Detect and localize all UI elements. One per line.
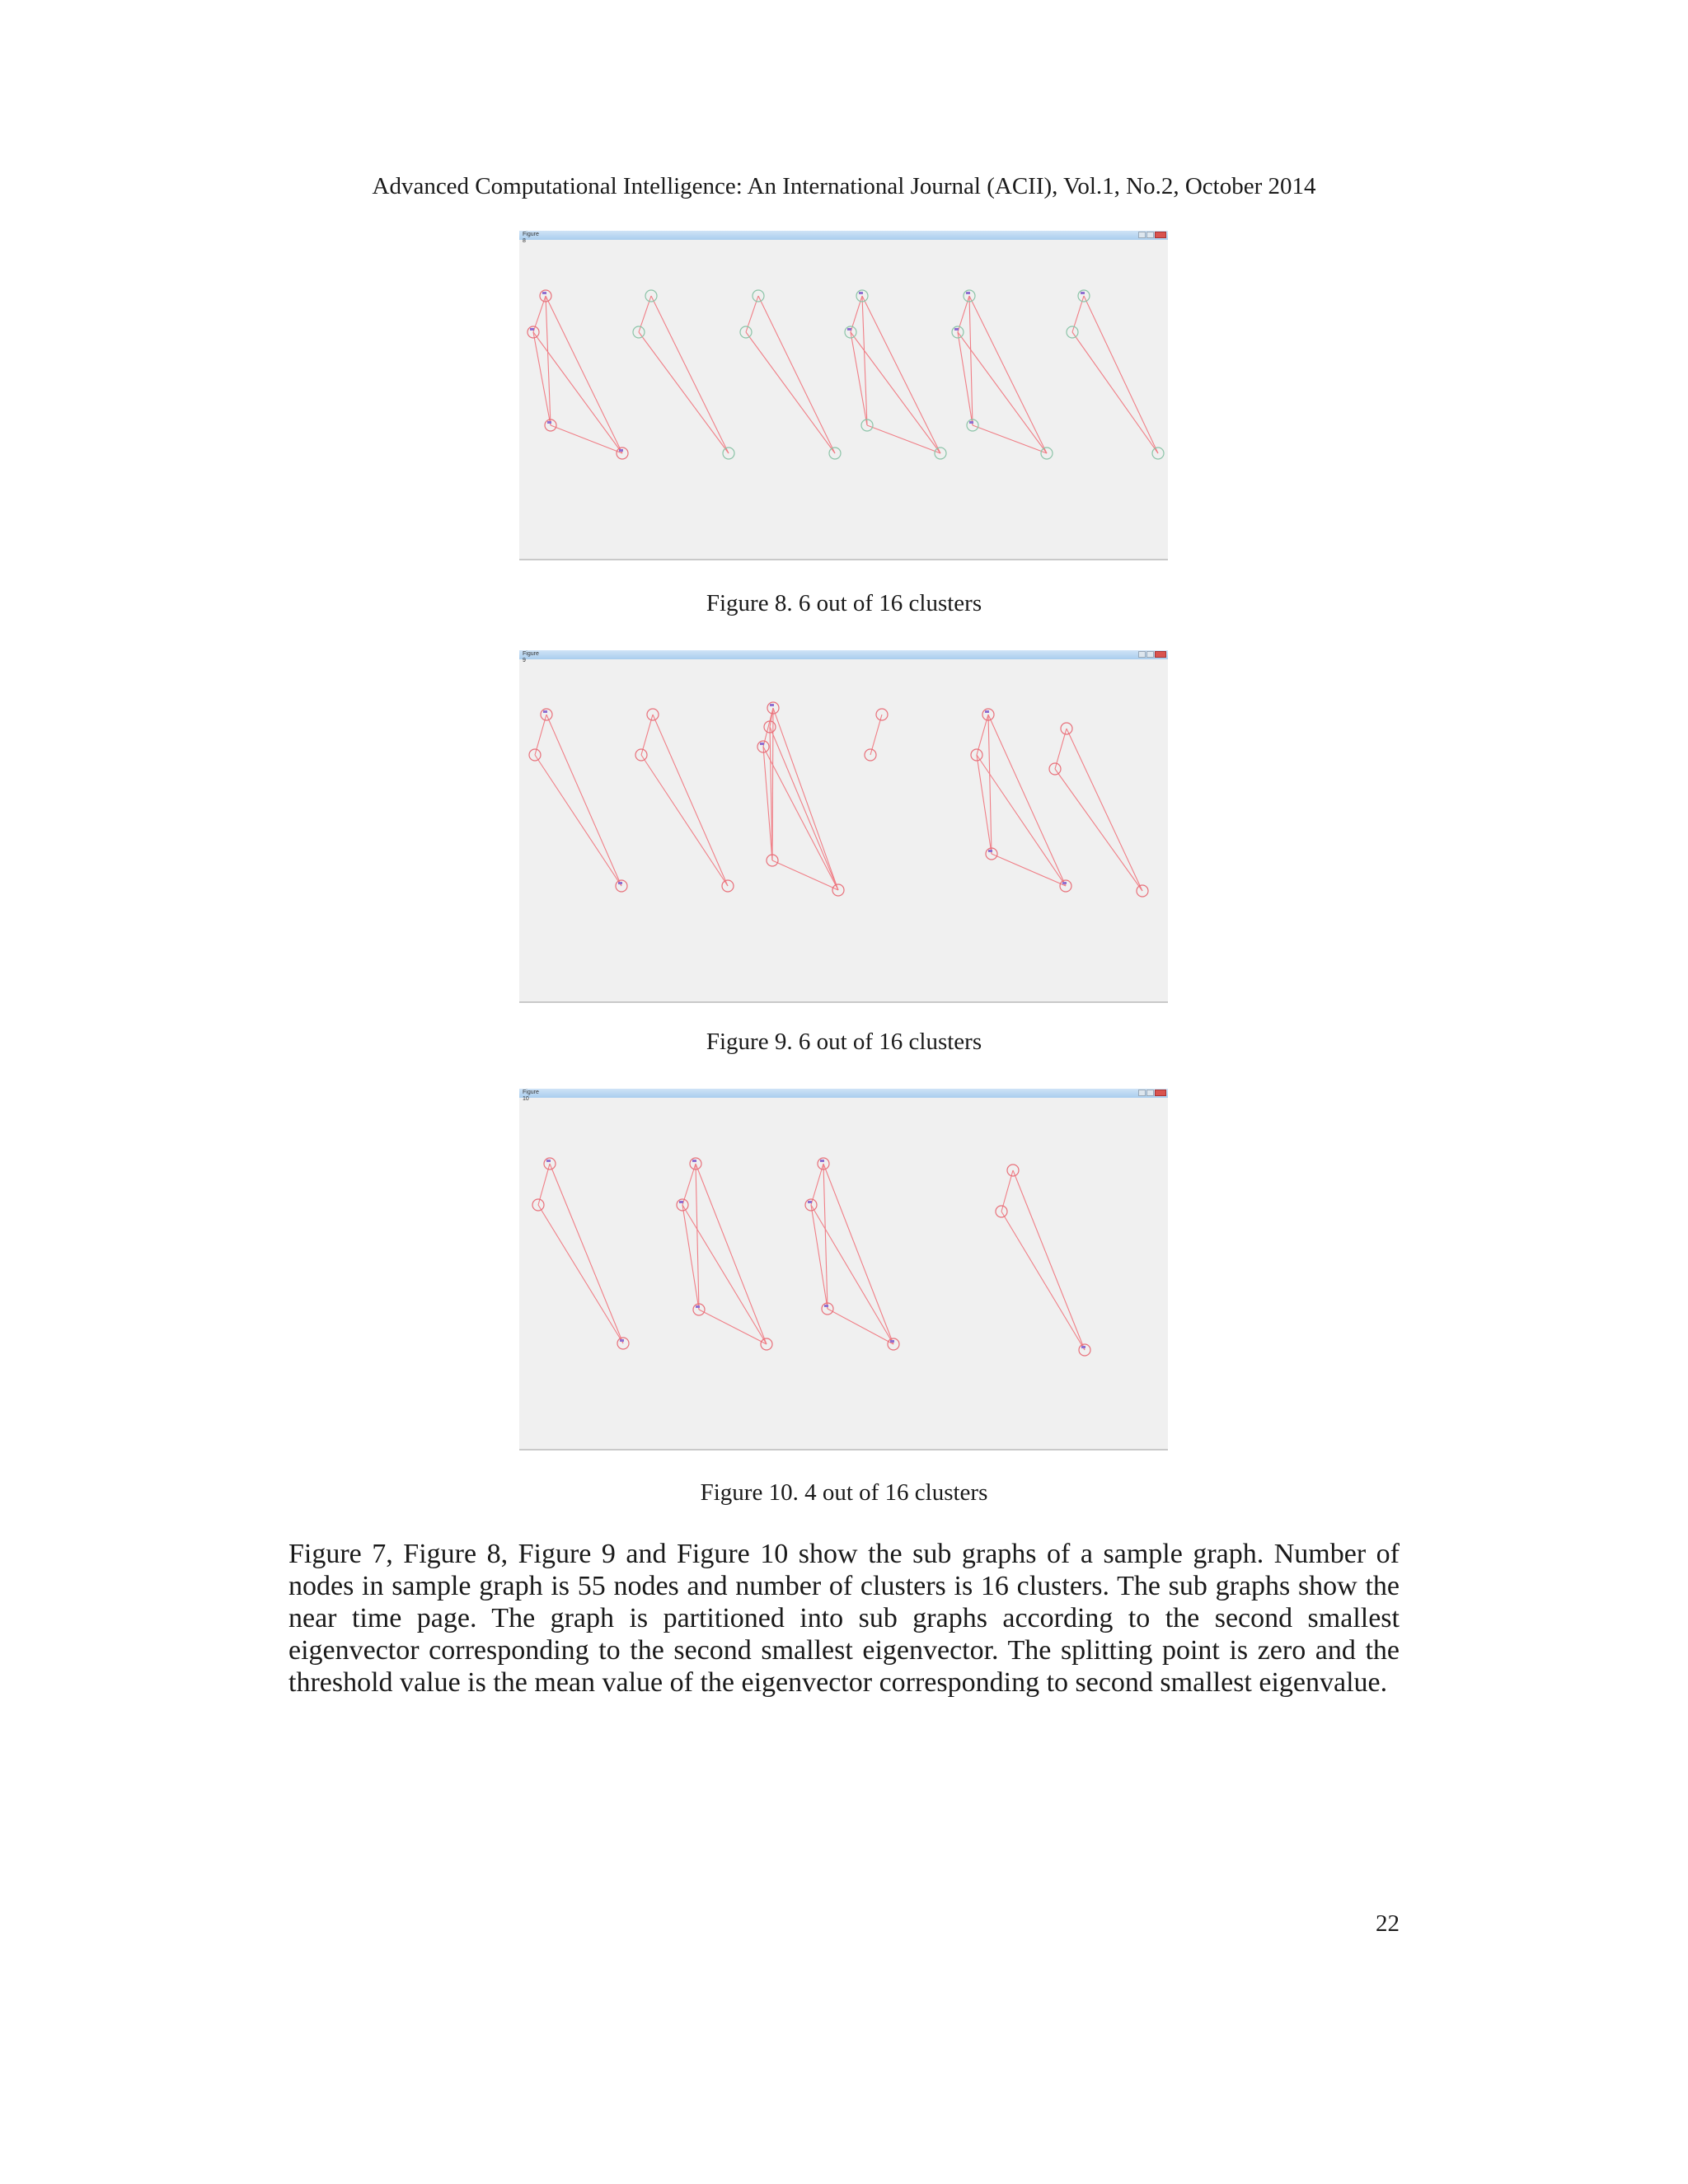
figure-10-caption: Figure 10. 4 out of 16 clusters bbox=[700, 1479, 988, 1506]
figure-8-graph-plot bbox=[519, 240, 1168, 559]
close-button[interactable] bbox=[1155, 1090, 1166, 1096]
body-paragraph: Figure 7, Figure 8, Figure 9 and Figure 10 show the sub graphs of a sample graph. Number of nodes in sample graph is 55 nodes and number of clusters is 16 clusters. The sub graphs show the near time page. The graph is partitioned into sub graphs according to the second smallest eigenvector corresponding to the second smallest eigenvector. The splitting point is zero and the threshold value is the mean value of the eigenvector corresponding to second smallest eigenvalue. bbox=[288, 1539, 1400, 1698]
minimize-button[interactable] bbox=[1138, 1090, 1146, 1096]
journal-header: Advanced Computational Intelligence: An International Journal (ACII), Vol.1, No.2, October 2014 bbox=[372, 173, 1316, 199]
figure-10-window bbox=[519, 1089, 1168, 1451]
figure-8-window bbox=[519, 231, 1168, 560]
page-number: 22 bbox=[1376, 1910, 1400, 1937]
maximize-button[interactable] bbox=[1146, 232, 1154, 238]
maximize-button[interactable] bbox=[1146, 651, 1154, 658]
minimize-button[interactable] bbox=[1138, 232, 1146, 238]
minimize-button[interactable] bbox=[1138, 651, 1146, 658]
figure-9-titlebar bbox=[519, 650, 1168, 663]
figure-8-titlebar bbox=[519, 231, 1168, 244]
figure-9-caption: Figure 9. 6 out of 16 clusters bbox=[706, 1029, 982, 1055]
maximize-button[interactable] bbox=[1146, 1090, 1154, 1096]
figure-8-window-title: Figure 8 bbox=[523, 232, 539, 244]
figure-10-window-title: Figure 10 bbox=[523, 1090, 539, 1102]
figure-9-window bbox=[519, 650, 1168, 1003]
figure-8-caption: Figure 8. 6 out of 16 clusters bbox=[706, 590, 982, 616]
figure-10-graph-plot bbox=[519, 1098, 1168, 1449]
figure-9-window-title: Figure 9 bbox=[523, 651, 539, 663]
figure-10-titlebar bbox=[519, 1089, 1168, 1102]
close-button[interactable] bbox=[1155, 651, 1166, 658]
close-button[interactable] bbox=[1155, 232, 1166, 238]
figure-9-graph-plot bbox=[519, 659, 1168, 1001]
